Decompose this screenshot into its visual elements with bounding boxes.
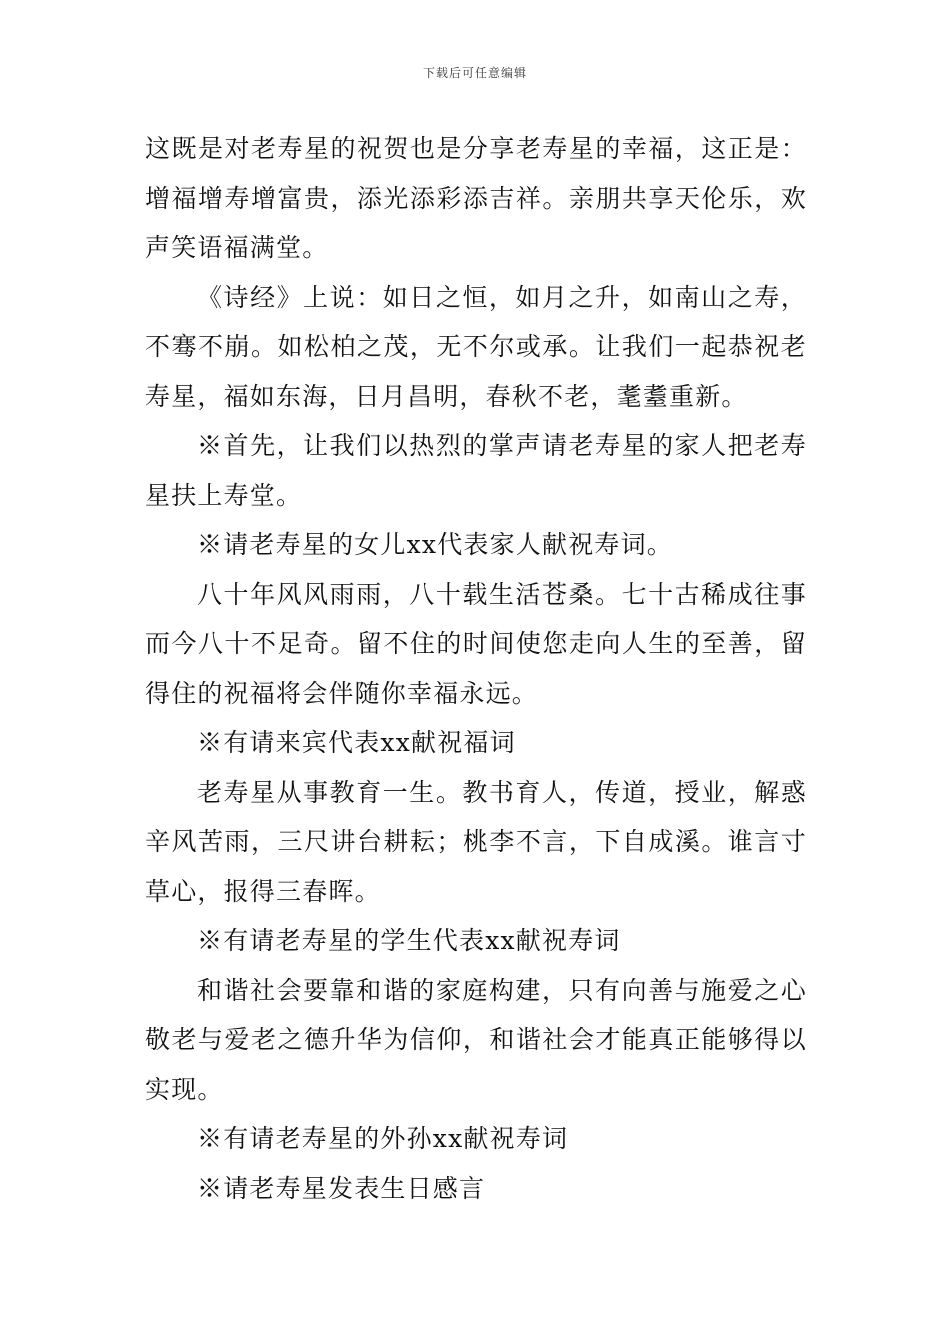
paragraph-5: 八十年风风雨雨，八十载生活苍桑。七十古稀成往事而今八十不足奇。留不住的时间使您走向人生的至善，留得住的祝福将会伴随你幸福永远。 (145, 579, 807, 708)
paragraph-9: 和谐社会要靠和谐的家庭构建，只有向善与施爱之心敬老与爱老之德升华为信仰，和谐社会才能真正能够得以实现。 (145, 975, 807, 1104)
page-header: 下载后可任意编辑 (422, 66, 527, 80)
paragraph-11: ※请老寿星发表生日感言 (197, 1173, 486, 1203)
paragraph-10: ※有请老寿星的外孙xx献祝寿词 (197, 1124, 569, 1153)
paragraph-6: ※有请来宾代表xx献祝福词 (197, 728, 516, 757)
paragraph-1: 这既是对老寿星的祝贺也是分享老寿星的幸福，这正是：增福增寿增富贵，添光添彩添吉祥。亲朋共享天伦乐，欢声笑语福满堂。 (145, 134, 807, 262)
document-body (145, 124, 807, 1213)
paragraph-2: 《诗经》上说：如日之恒，如月之升，如南山之寿，不骞不崩。如松柏之茂，无不尔或承。让我们一起恭祝老寿星，福如东海，日月昌明，春秋不老，耄耋重新。 (145, 282, 807, 411)
paragraph-4: ※请老寿星的女儿xx代表家人献祝寿词。 (197, 530, 673, 559)
paragraph-8: ※有请老寿星的学生代表xx献祝寿词 (197, 926, 621, 955)
paragraph-7: 老寿星从事教育一生。教书育人，传道，授业，解惑辛风苦雨，三尺讲台耕耘；桃李不言，下自成溪。谁言寸草心，报得三春晖。 (145, 777, 807, 906)
paragraph-3: ※首先，让我们以热烈的掌声请老寿星的家人把老寿星扶上寿堂。 (145, 431, 807, 510)
